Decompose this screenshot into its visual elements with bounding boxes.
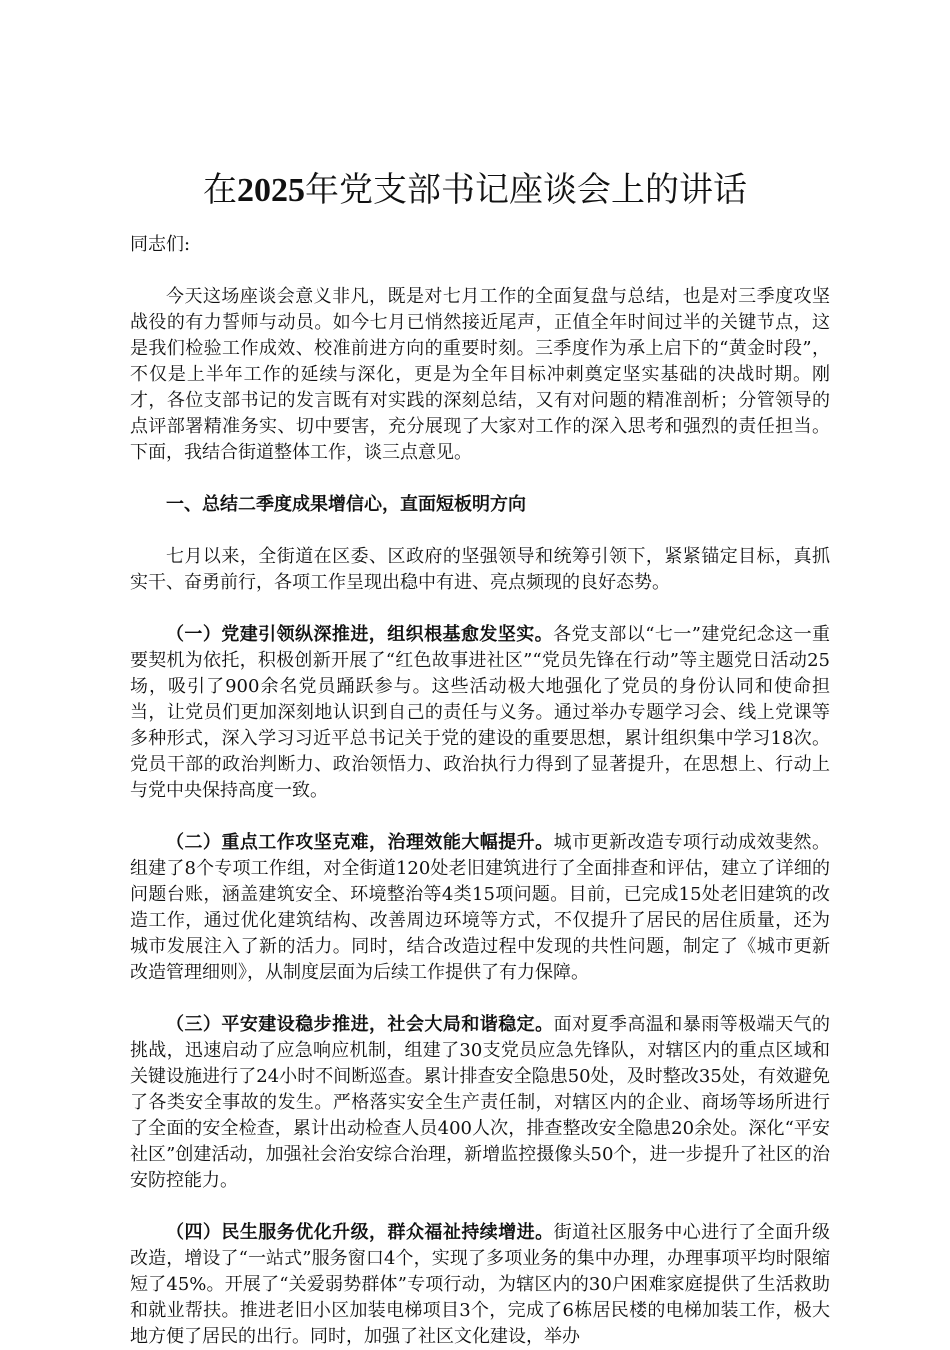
title-suffix: 年党支部书记座谈会上的讲话	[305, 172, 747, 209]
item-text-3: 面对夏季高温和暴雨等极端天气的挑战，迅速启动了应急响应机制，组建了30支党员应急先锋队，对辖区内的重点区域和关键设施进行了24小时不间断巡查。累计排查安全隐患50处，及时整改35处，有效避免了各类安全事故的发生。严格落实安全生产责任制，对辖区内的企业、商场等场所进行了全面的安全检查，累计出动检查人员400人次，排查整改安全隐患20余处。深化“平安社区”创建活动，加强社会治安综合治理，新增监控摄像头50个，进一步提升了社区的治安防控能力。	[130, 1014, 831, 1191]
item-lead-1: （一）党建引领纵深推进，组织根基愈发坚实。	[166, 624, 554, 645]
title-prefix: 在	[203, 172, 237, 209]
title-year: 2025	[237, 172, 305, 209]
document-body	[130, 232, 830, 1350]
item-lead-3: （三）平安建设稳步推进，社会大局和谐稳定。	[166, 1014, 554, 1035]
item-paragraph-3	[130, 1012, 830, 1194]
item-text-4: 街道社区服务中心进行了全面升级改造，增设了“一站式”服务窗口4个，实现了多项业务的集中办理，办理事项平均时限缩短了45%。开展了“关爱弱势群体”专项行动，为辖区内的30户困难家庭提供了生活救助和就业帮扶。推进老旧小区加装电梯项目3个，完成了6栋居民楼的电梯加装工作，极大地方便了居民的出行。同时，加强了社区文化建设，举办	[130, 1222, 831, 1347]
document-title	[0, 168, 950, 214]
item-lead-4: （四）民生服务优化升级，群众福祉持续增进。	[166, 1222, 554, 1243]
item-paragraph-1	[130, 622, 830, 804]
item-text-1: 各党支部以“七一”建党纪念这一重要契机为依托，积极创新开展了“红色故事进社区”“党员先锋在行动”等主题党日活动25场，吸引了900余名党员踊跃参与。这些活动极大地强化了党员的身份认同和使命担当，让党员们更加深刻地认识到自己的责任与义务。通过举办专题学习会、线上党课等多种形式，深入学习习近平总书记关于党的建设的重要思想，累计组织集中学习18次。党员干部的政治判断力、政治领悟力、政治执行力得到了显著提升，在思想上、行动上与党中央保持高度一致。	[130, 624, 831, 801]
section-heading: 一、总结二季度成果增信心，直面短板明方向	[166, 494, 526, 515]
item-text-2: 城市更新改造专项行动成效斐然。组建了8个专项工作组，对全街道120处老旧建筑进行了全面排查和评估，建立了详细的问题台账，涵盖建筑安全、环境整治等4类15项问题。目前，已完成15处老旧建筑的改造工作，通过优化建筑结构、改善周边环境等方式，不仅提升了居民的居住质量，还为城市发展注入了新的活力。同时，结合改造过程中发现的共性问题，制定了《城市更新改造管理细则》，从制度层面为后续工作提供了有力保障。	[130, 832, 831, 983]
section-intro-paragraph: 七月以来，全街道在区委、区政府的坚强领导和统筹引领下，紧紧锚定目标，真抓实干、奋勇前行，各项工作呈现出稳中有进、亮点频现的良好态势。	[130, 546, 830, 593]
item-paragraph-2	[130, 830, 830, 986]
intro-paragraph: 今天这场座谈会意义非凡，既是对七月工作的全面复盘与总结，也是对三季度攻坚战役的有力誓师与动员。如今七月已悄然接近尾声，正值全年时间过半的关键节点，这是我们检验工作成效、校准前进方向的重要时刻。三季度作为承上启下的“黄金时段”，不仅是上半年工作的延续与深化，更是为全年目标冲刺奠定坚实基础的决战时期。刚才，各位支部书记的发言既有对实践的深刻总结，又有对问题的精准剖析；分管领导的点评部署精准务实、切中要害，充分展现了大家对工作的深入思考和强烈的责任担当。下面，我结合街道整体工作，谈三点意见。	[130, 286, 830, 463]
salutation: 同志们:	[130, 234, 191, 255]
item-paragraph-4	[130, 1220, 830, 1350]
item-lead-2: （二）重点工作攻坚克难，治理效能大幅提升。	[166, 832, 554, 853]
